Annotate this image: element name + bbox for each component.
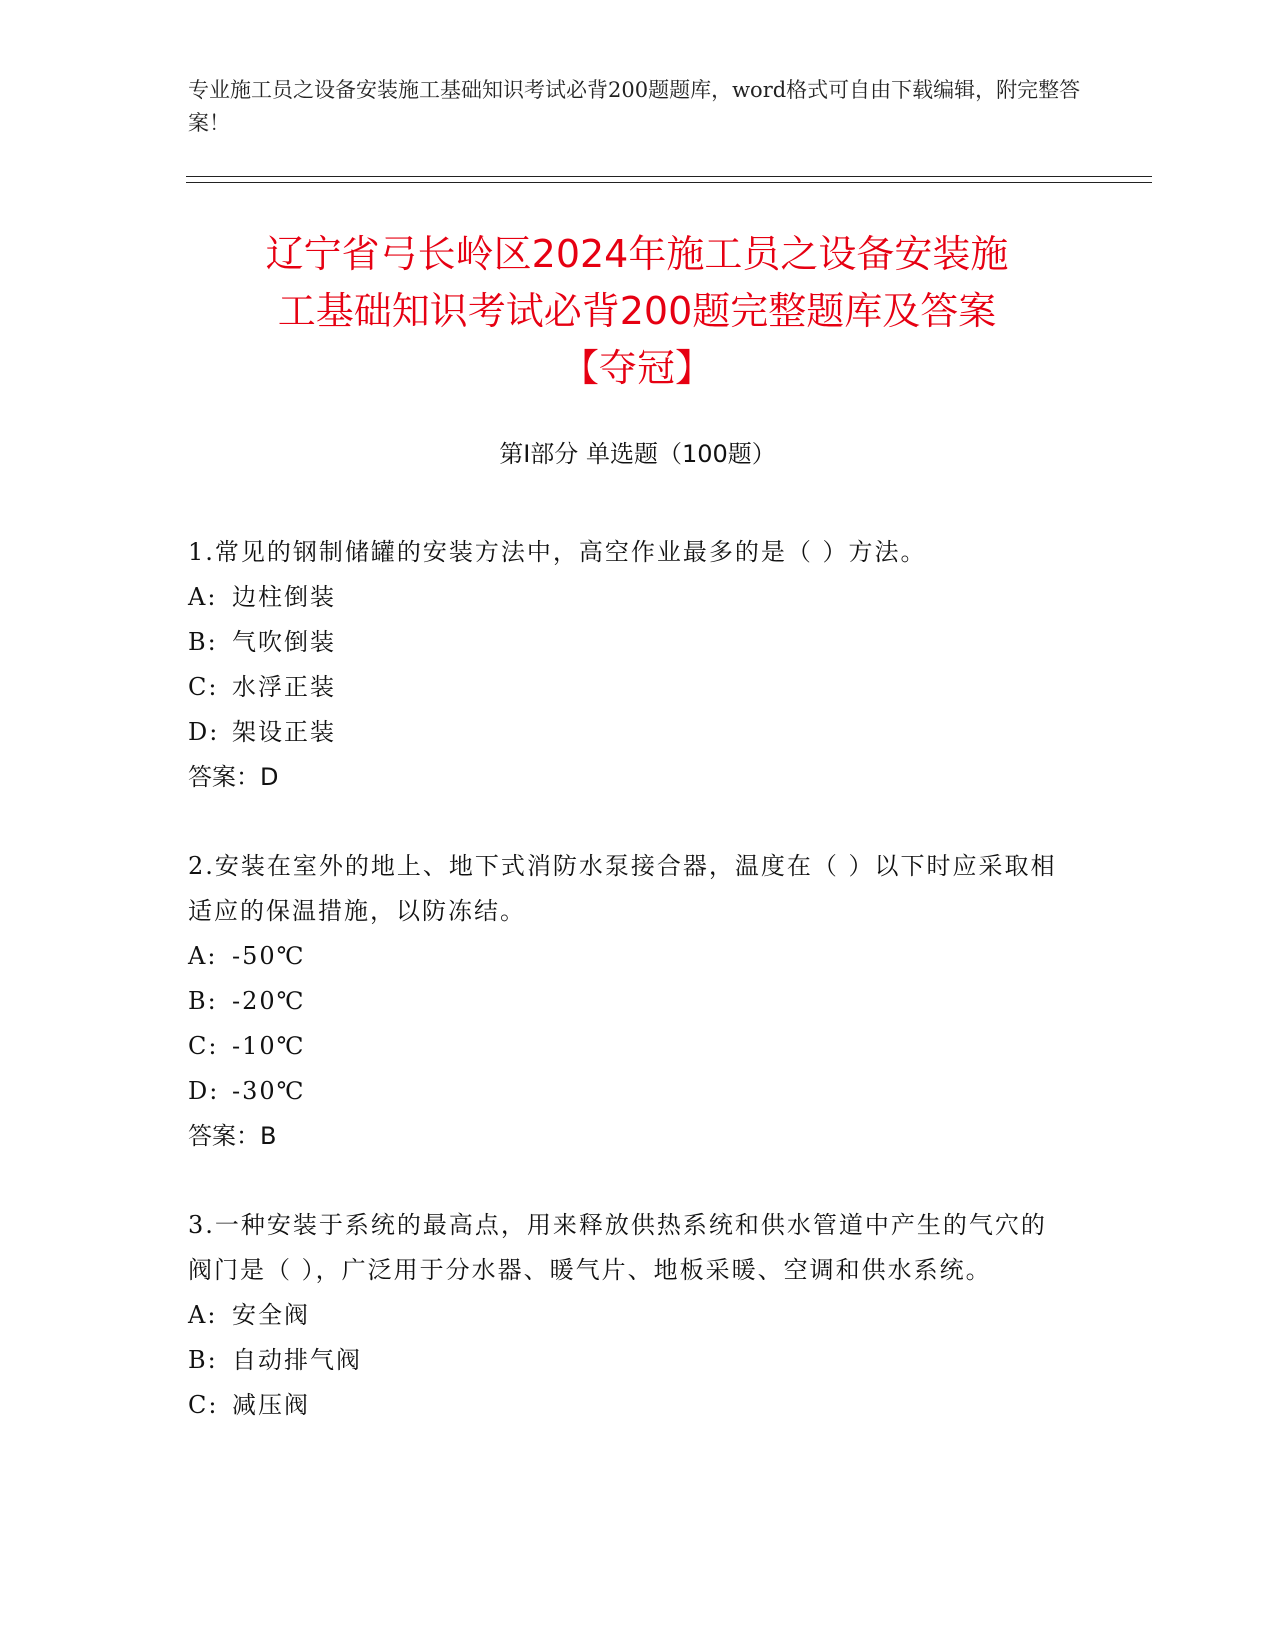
option-key: C:: [188, 1391, 219, 1419]
option-text: 减压阀: [232, 1391, 310, 1419]
option-key: D:: [188, 718, 220, 746]
option-key: D:: [188, 1077, 220, 1105]
option-key: B:: [188, 987, 218, 1015]
question-item: [188, 844, 1068, 1159]
question-stem: 1.常见的钢制储罐的安装方法中，高空作业最多的是（ ）方法。: [188, 538, 927, 566]
option-d: [188, 1069, 1068, 1114]
title-line-1: 辽宁省弓长岭区2024年施工员之设备安装施: [265, 232, 1009, 276]
option-key: C:: [188, 1032, 219, 1060]
header-divider: [186, 176, 1152, 183]
option-key: A:: [188, 583, 218, 611]
option-text: 自动排气阀: [232, 1346, 362, 1374]
option-key: A:: [188, 942, 218, 970]
option-text: 气吹倒装: [232, 628, 336, 656]
title-line-3: 【夺冠】: [560, 346, 713, 390]
option-text: 水浮正装: [232, 673, 336, 701]
answer-line: 答案：D: [188, 763, 279, 791]
option-a: [188, 1293, 1068, 1338]
option-b: [188, 620, 1068, 665]
option-d: [188, 710, 1068, 755]
option-text: -50℃: [232, 942, 306, 970]
option-text: -30℃: [232, 1077, 306, 1105]
header-note: 专业施工员之设备安装施工基础知识考试必背200题题库，word格式可自由下载编辑，附完整答案！: [188, 78, 1081, 135]
option-c: [188, 1383, 1068, 1428]
answer-line: 答案：B: [188, 1122, 277, 1150]
question-item: [188, 1203, 1068, 1428]
option-b: [188, 1338, 1068, 1383]
document-title: [137, 226, 1137, 397]
option-a: [188, 934, 1068, 979]
question-stem: 2.安装在室外的地上、地下式消防水泵接合器，温度在（ ）以下时应采取相适应的保温措施，以防冻结。: [188, 852, 1057, 925]
option-text: 边柱倒装: [232, 583, 336, 611]
question-item: [188, 530, 1068, 800]
option-b: [188, 979, 1068, 1024]
option-text: 架设正装: [232, 718, 336, 746]
option-a: [188, 575, 1068, 620]
option-text: -10℃: [232, 1032, 306, 1060]
option-key: C:: [188, 673, 219, 701]
section-heading: 第I部分 单选题（100题）: [499, 440, 776, 468]
question-stem: 3.一种安装于系统的最高点，用来释放供热系统和供水管道中产生的气穴的阀门是（ ），广泛用于分水器、暖气片、地板采暖、空调和供水系统。: [188, 1211, 1047, 1284]
option-c: [188, 665, 1068, 710]
title-line-2: 工基础知识考试必背200题完整题库及答案: [277, 289, 997, 333]
option-key: A:: [188, 1301, 218, 1329]
option-c: [188, 1024, 1068, 1069]
question-list: [188, 530, 1068, 1472]
option-key: B:: [188, 1346, 218, 1374]
option-text: 安全阀: [232, 1301, 310, 1329]
option-text: -20℃: [232, 987, 306, 1015]
option-key: B:: [188, 628, 218, 656]
